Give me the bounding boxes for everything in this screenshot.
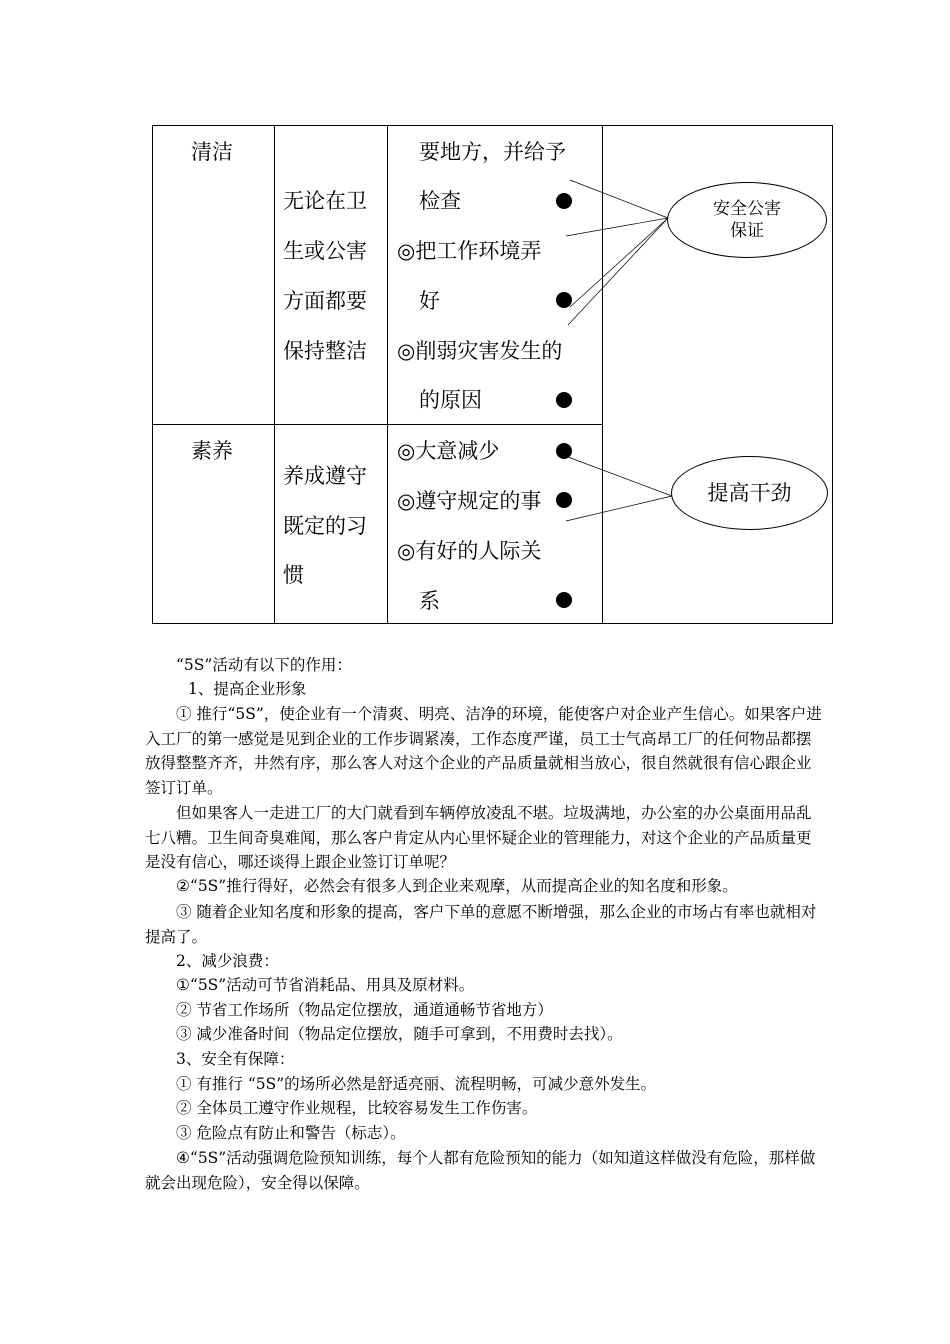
row2-item-line4: 系 — [419, 589, 440, 613]
row2-desc-line2: 既定的习 — [283, 514, 367, 538]
row2-desc-line3: 惯 — [283, 563, 304, 587]
ellipse-motivation — [671, 456, 828, 530]
row2-item-line2: ◎遵守规定的事 — [397, 489, 542, 513]
intro-line: “5S”活动有以下的作用： — [176, 656, 352, 674]
paragraph-9: ② 全体员工遵守作业规程，比较容易发生工作伤害。 — [176, 1099, 538, 1117]
paragraph-3: ②“5S”推行得好，必然会有很多人到企业来观摩，从而提高企业的知名度和形象。 — [176, 877, 738, 895]
row1-desc-line4: 保持整洁 — [283, 339, 367, 363]
paragraph-11: ④“5S”活动强调危险预知训练，每个人都有危险预知的能力（如知道这样做没有危险，那样做就会出现危险），安全得以保障。 — [145, 1149, 816, 1192]
paragraph-4: ③ 随着企业知名度和形象的提高，客户下单的意愿不断增强，那么企业的市场占有率也就相对提高了。 — [145, 903, 817, 946]
paragraph-7: ③ 减少准备时间（物品定位摆放，随手可拿到，不用费时去找）。 — [176, 1025, 623, 1043]
paragraph-1: ① 推行“5S”，使企业有一个清爽、明亮、洁净的环境，能使客户对企业产生信心。如果客户进入工厂的第一感觉是见到企业的工作步调紧凑，工作态度严谨，员工士气高昂工厂的任何物品都摆放得整整齐齐，井然有序，那么客人对这个企业的产品质量就相当放心，很自然就很有信心跟企业签订订单。 — [145, 705, 822, 797]
ellipse-safety-line1: 安全公害 — [713, 199, 781, 219]
five-s-table — [152, 125, 833, 624]
paragraph-6: ② 节省工作场所（物品定位摆放，通道通畅节省地方） — [176, 1001, 553, 1019]
row1-item-line6: 的原因 — [419, 388, 482, 412]
row1-item-line1: 要地方，并给予 — [419, 140, 566, 164]
row1-item-line3: ◎把工作环境弄 — [397, 239, 542, 263]
paragraph-10: ③ 危险点有防止和警告（标志）。 — [176, 1124, 406, 1142]
paragraph-2: 但如果客人一走进工厂的大门就看到车辆停放凌乱不堪。垃圾满地，办公室的办公桌面用品乱七八糟。卫生间奇臭难闻，那么客户肯定从内心里怀疑企业的管理能力，对这个企业的产品质量更是没有信心，哪还谈得上跟企业签订订单呢？ — [145, 804, 812, 871]
ellipse-motivation-text: 提高干劲 — [707, 481, 792, 505]
ellipse-safety — [667, 182, 827, 258]
row1-desc-line1: 无论在卫 — [283, 189, 367, 213]
row1-item-line4: 好 — [419, 289, 440, 313]
row1-item-line2: 检查 — [419, 189, 461, 213]
row2-item-line1: ◎大意减少 — [397, 439, 500, 463]
row2-desc-line1: 养成遵守 — [283, 464, 367, 488]
heading-2: 2、减少浪费： — [176, 952, 279, 970]
row1-desc-line2: 生或公害 — [283, 239, 367, 263]
row2-category: 素养 — [191, 439, 233, 463]
row1-category: 清洁 — [191, 140, 233, 164]
paragraph-8: ① 有推行 “5S”的场所必然是舒适亮丽、流程明畅，可减少意外发生。 — [176, 1075, 657, 1093]
row2-item-line3: ◎有好的人际关 — [397, 539, 542, 563]
heading-3: 3、安全有保障： — [176, 1050, 295, 1068]
ellipse-safety-line2: 保证 — [730, 221, 764, 241]
heading-1: 1、提高企业形象 — [188, 680, 307, 698]
paragraph-5: ①“5S”活动可节省消耗品、用具及原材料。 — [176, 976, 475, 994]
row1-desc-line3: 方面都要 — [283, 289, 367, 313]
row1-item-line5: ◎削弱灾害发生的 — [397, 339, 563, 363]
